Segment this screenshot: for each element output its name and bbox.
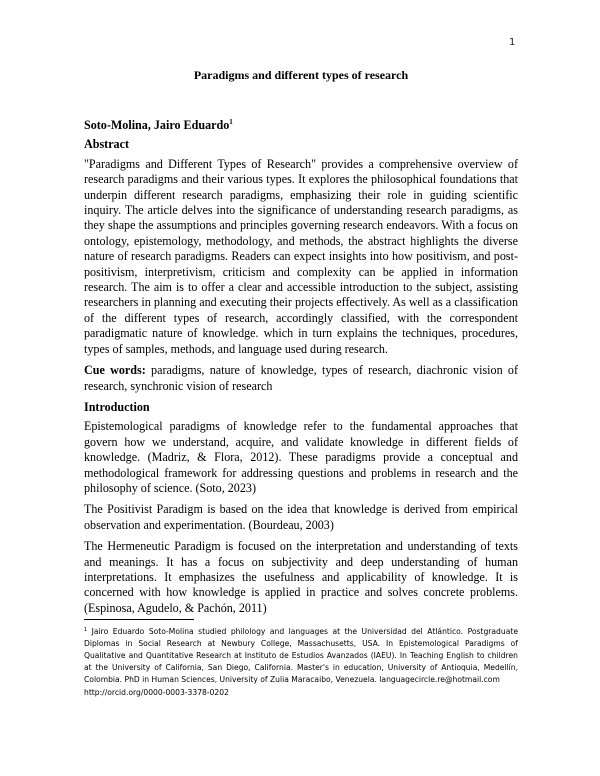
author-footnote-mark: 1 — [229, 118, 233, 126]
cue-words — [84, 363, 518, 394]
paper-title: Paradigms and different types of research — [193, 68, 409, 82]
footnote — [84, 624, 518, 699]
intro-paragraph-2: The Positivist Paradigm is based on the idea that knowledge is derived from empirical observation and experimentation. (Bourdeau, 2003) — [84, 502, 518, 532]
introduction-heading: Introduction — [84, 399, 150, 414]
footnote-divider — [84, 619, 194, 620]
orcid-link[interactable]: http://orcid.org/0000-0003-3378-0202 — [84, 688, 229, 697]
footnote-text: Jairo Eduardo Soto-Molina studied philology and languages at the Universidad del Atlántico. Postgraduate Diplomas in Social Research at Newbury College, Massachusetts, USA. In Epistemological Paradigms of Qualitative and Quantitative Research at Instituto de Estudios Avanzados (IAEU). In Teaching English to children at the University of California, San Diego, California. Master's in education, University of Antioquia, Medellín, Colombia. PhD in Human Sciences, University of Zulia Maracaibo, Venezuela. languagecircle.re@hotmail.com — [84, 627, 518, 684]
footnote-mark: 1 — [84, 627, 88, 633]
intro-paragraph-1: Epistemological paradigms of knowledge refer to the fundamental approaches that govern how we understand, acquire, and validate knowledge in different fields of knowledge. (Madriz, & Flora, 2012). These paradigms provide a conceptual and methodological framework for addressing questions and problems in research and the philosophy of science. (Soto, 2023) — [84, 419, 518, 495]
page-number: 1 — [509, 37, 516, 48]
cue-words-label: Cue words: — [84, 363, 146, 378]
cue-words-list: paradigms, nature of knowledge, types of research, diachronic vision of research, synchronic vision of research — [84, 363, 518, 393]
author-line — [84, 115, 518, 133]
abstract-heading: Abstract — [84, 137, 130, 152]
abstract-text: "Paradigms and Different Types of Research" provides a comprehensive overview of research paradigms and their various types. It explores the philosophical foundations that underpin different research paradigms, emphasizing their role in guiding scientific inquiry. The article delves into the significance of understanding research paradigms, as they shape the assumptions and principles governing research endeavors. With a focus on ontology, epistemology, methodology, and methods, the abstract highlights the diverse nature of research paradigms. Readers can expect insights into how positivism, and post-positivism, interpretivism, criticism and complexity can be applied in information research. The aim is to offer a clear and accessible introduction to the subject, assisting researchers in planning and executing their projects effectively. As well as a classification of the different types of research, accordingly classified, with the correspondent paradigmatic nature of knowledge. which in turn explains the techniques, procedures, types of samples, methods, and language used during research. — [84, 156, 518, 356]
page-body — [84, 68, 518, 622]
intro-paragraph-3: The Hermeneutic Paradigm is focused on the interpretation and understanding of texts and meanings. It has a focus on subjectivity and deep understanding of human interpretations. It emphasizes the usefulness and applicability of knowledge. It is concerned with how knowledge is applied in practice and solves concrete problems. (Espinosa, Agudelo, & Pachón, 2011) — [84, 539, 518, 615]
author-name: Soto-Molina, Jairo Eduardo — [84, 118, 230, 132]
